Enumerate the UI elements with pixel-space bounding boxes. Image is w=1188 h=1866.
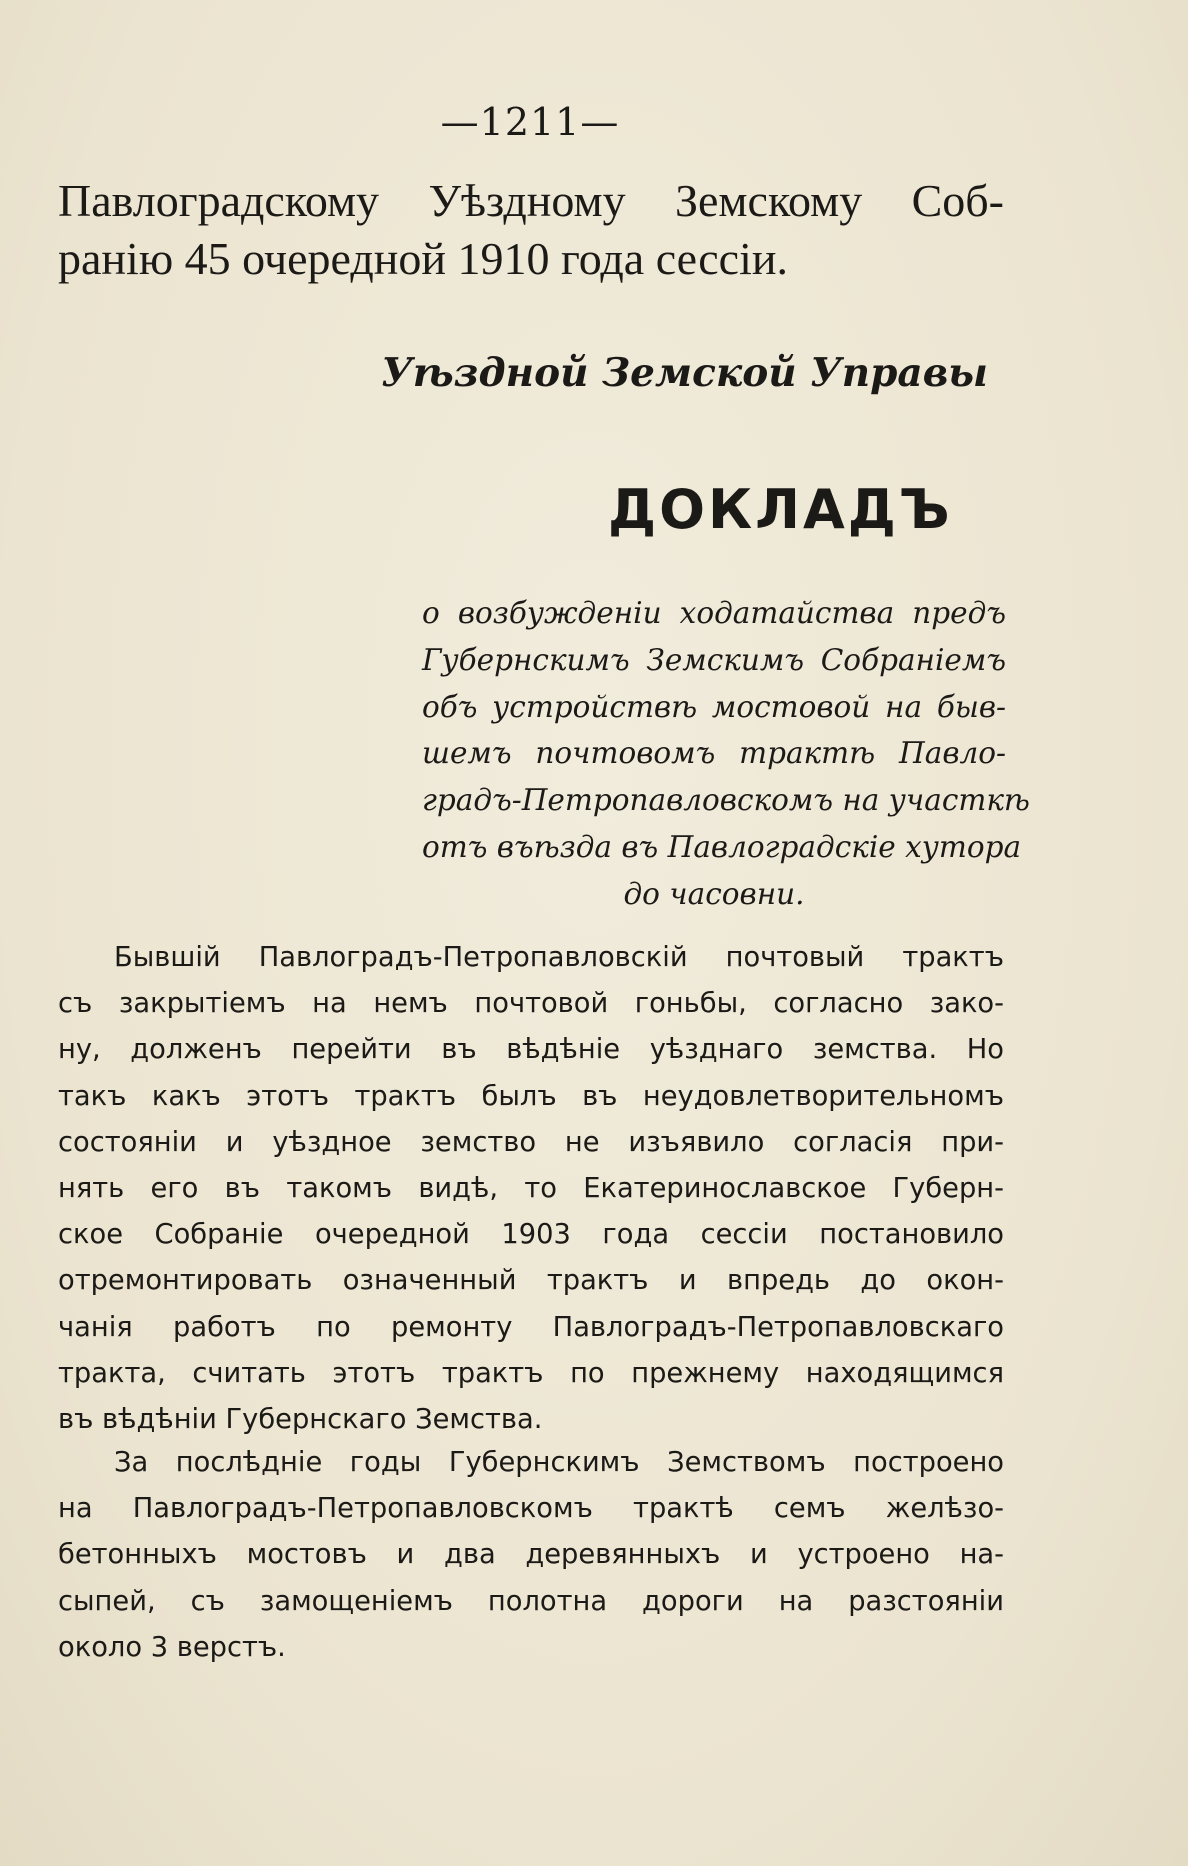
paragraph-line: ское Собраніе очередной 1903 года сессіи постановило <box>58 1219 1004 1251</box>
document-title: ДОКЛАДЪ <box>608 478 953 541</box>
paragraph-line: состояніи и уѣздное земство не изъявило согласія при- <box>58 1126 1004 1158</box>
paragraph-line: чанія работъ по ремонту Павлоградъ-Петропавловскаго <box>58 1311 1004 1343</box>
heading-line: ранію 45 очередной 1910 года сессіи. <box>58 233 788 284</box>
subject-line: объ устройствѣ мостовой на быв- <box>422 689 1006 724</box>
paragraph-line: на Павлоградъ-Петропавловскомъ трактѣ семъ желѣзо- <box>58 1493 1004 1525</box>
paragraph-line: За послѣдніе годы Губернскимъ Земствомъ построено <box>114 1447 1004 1478</box>
page-number: —1211— <box>440 100 620 144</box>
paragraph-line: въ вѣдѣніи Губернскаго Земства. <box>58 1404 543 1436</box>
paragraph-line: бетонныхъ мостовъ и два деревянныхъ и устроено на- <box>58 1539 1004 1571</box>
subject-line: до часовни. <box>623 876 805 911</box>
paragraph-line: сыпей, съ замощеніемъ полотна дороги на разстояніи <box>58 1585 1004 1617</box>
paragraph-line: ну, долженъ перейти въ вѣдѣніе уѣзднаго земства. Но <box>58 1034 1004 1066</box>
paragraph-line: отремонтировать означенный трактъ и впредь до окон- <box>58 1265 1004 1297</box>
subject-line: шемъ почтовомъ трактѣ Павло- <box>422 736 1006 771</box>
subject-line: о возбужденіи ходатайства предъ <box>422 596 1006 630</box>
paragraph-line: нять его въ такомъ видѣ, то Екатеринославское Губерн- <box>58 1173 1004 1205</box>
subject-line: градъ-Петропавловскомъ на участкѣ <box>422 783 1030 818</box>
report-subject <box>422 590 1030 918</box>
paragraph-line: такъ какъ этотъ трактъ былъ въ неудовлетворительномъ <box>58 1080 1004 1112</box>
paragraph-line: Бывшій Павлоградъ-Петропавловскій почтовый трактъ <box>114 942 1004 973</box>
heading-line: Павлоградскому Уѣздному Земскому Соб- <box>58 175 1004 226</box>
subject-line: Губернскимъ Земскимъ Собраніемъ <box>422 642 1006 677</box>
board-name: Уѣздной Земской Управы <box>381 350 988 396</box>
addressee-heading <box>58 172 1004 288</box>
subject-line: отъ въѣзда въ Павлоградскіе хутора <box>422 829 1022 864</box>
body-paragraph-2 <box>58 1440 1004 1671</box>
paragraph-line: тракта, считать этотъ трактъ по прежнему находящимся <box>58 1357 1004 1389</box>
paragraph-line: съ закрытіемъ на немъ почтовой гоньбы, согласно зако- <box>58 988 1004 1020</box>
paragraph-line: около 3 верстъ. <box>58 1631 286 1663</box>
body-paragraph-1 <box>58 935 1004 1443</box>
